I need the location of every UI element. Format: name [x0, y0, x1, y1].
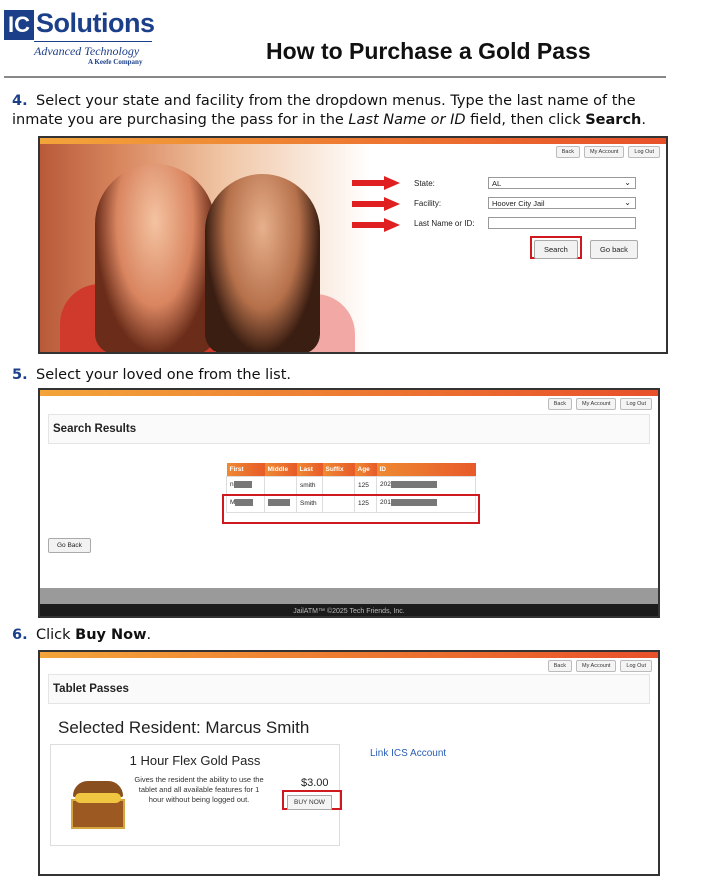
document-title: How to Purchase a Gold Pass: [266, 38, 591, 64]
hero-photo: [40, 144, 370, 354]
my-account-button[interactable]: My Account: [584, 146, 624, 158]
cell-last: Smith: [297, 494, 323, 512]
facility-value: Hoover City Jail: [492, 199, 545, 208]
footer-band: [40, 588, 658, 604]
tablet-passes-heading: Tablet Passes: [48, 674, 650, 704]
cell-last: smith: [297, 476, 323, 494]
go-back-button[interactable]: Go back: [590, 240, 638, 259]
red-arrow-icon: [352, 218, 402, 232]
tablet-passes-screenshot: [38, 650, 660, 876]
link-ics-account[interactable]: Link ICS Account: [370, 748, 447, 759]
step-text: Click: [36, 627, 76, 643]
header-divider: [4, 76, 666, 78]
state-label: State:: [414, 179, 435, 188]
search-results-heading: Search Results: [48, 414, 650, 444]
state-select[interactable]: [488, 177, 636, 189]
footer-copyright: JailATM™ ©2025 Tech Friends, Inc.: [293, 608, 405, 615]
step-text: .: [146, 627, 152, 643]
table-row[interactable]: [227, 476, 476, 494]
cell-first: n: [227, 476, 265, 494]
column-header: ID: [377, 463, 476, 476]
cell-age: 125: [355, 494, 377, 512]
step-5: [12, 366, 291, 385]
cell-middle: [265, 476, 297, 494]
cell-suffix: [323, 476, 355, 494]
back-button[interactable]: Back: [548, 660, 572, 672]
step-6: [12, 626, 151, 645]
top-nav: [548, 660, 652, 672]
back-button[interactable]: Back: [556, 146, 580, 158]
column-header: Last: [297, 463, 323, 476]
cell-id: 202: [377, 476, 476, 494]
step-text-emphasis: Last Name or ID: [348, 112, 466, 128]
cell-first: M: [227, 494, 265, 512]
pass-card: [50, 744, 340, 846]
logout-button[interactable]: Log Out: [620, 398, 652, 410]
logo-ic: IC: [4, 10, 34, 40]
page-footer: [40, 588, 658, 616]
redaction: [391, 481, 437, 488]
cell-age: 125: [355, 476, 377, 494]
top-nav: [548, 398, 652, 410]
column-header: Age: [355, 463, 377, 476]
step-number: 5.: [12, 367, 28, 383]
step-text: Select your loved one from the list.: [36, 367, 292, 383]
my-account-button[interactable]: My Account: [576, 398, 616, 410]
table-header-row: [227, 463, 476, 476]
photo-figure: [95, 164, 215, 354]
pass-title: 1 Hour Flex Gold Pass: [129, 753, 261, 768]
red-arrow-icon: [352, 176, 402, 190]
step-text-bold: Buy Now: [75, 627, 147, 643]
orange-bar: [40, 652, 658, 658]
lastname-input[interactable]: [488, 217, 636, 229]
logo-tagline: Advanced Technology: [34, 44, 140, 58]
column-header: Suffix: [323, 463, 355, 476]
search-button[interactable]: Search: [534, 240, 578, 259]
column-header: First: [227, 463, 265, 476]
chevron-down-icon: ⌄: [624, 178, 631, 187]
step-text: field, then click: [465, 112, 586, 128]
logo-solutions: Solutions: [36, 8, 155, 38]
red-arrow-icon: [352, 197, 402, 211]
chevron-down-icon: ⌄: [624, 198, 631, 207]
buy-now-button[interactable]: BUY NOW: [287, 795, 332, 810]
pass-price: $3.00: [301, 777, 329, 789]
back-button[interactable]: Back: [548, 398, 572, 410]
pass-description: Gives the resident the ability to use the tablet and all available features for 1 hour without being logged out.: [134, 775, 264, 804]
lastname-label: Last Name or ID:: [414, 219, 475, 228]
step-text-bold: Search: [585, 112, 642, 128]
search-screenshot: [38, 136, 668, 354]
orange-bar: [40, 390, 658, 396]
treasure-chest-icon: [71, 781, 127, 833]
go-back-button[interactable]: Go Back: [48, 538, 91, 553]
facility-select[interactable]: [488, 197, 636, 209]
my-account-button[interactable]: My Account: [576, 660, 616, 672]
step-4: [12, 92, 672, 130]
results-screenshot: [38, 388, 660, 618]
step-text: .: [641, 112, 646, 128]
cell-id: 201: [377, 494, 476, 512]
logout-button[interactable]: Log Out: [620, 660, 652, 672]
logo-company: A Keefe Company: [88, 58, 143, 66]
photo-figure: [205, 174, 320, 354]
selected-resident: Selected Resident: Marcus Smith: [58, 718, 310, 737]
row-highlight: [222, 494, 480, 524]
redaction: [234, 481, 252, 488]
logout-button[interactable]: Log Out: [628, 146, 660, 158]
column-header: Middle: [265, 463, 297, 476]
facility-label: Facility:: [414, 199, 442, 208]
top-nav: [556, 146, 660, 158]
step-number: 4.: [12, 93, 28, 109]
logo-rule: [34, 41, 152, 42]
step-text: Select your state and facility from the dropdown menus. Type the last name of the inmate you are purchasing the pass for in the: [12, 93, 636, 128]
state-value: AL: [492, 179, 502, 188]
step-number: 6.: [12, 627, 28, 643]
ic-solutions-logo: [4, 6, 155, 68]
